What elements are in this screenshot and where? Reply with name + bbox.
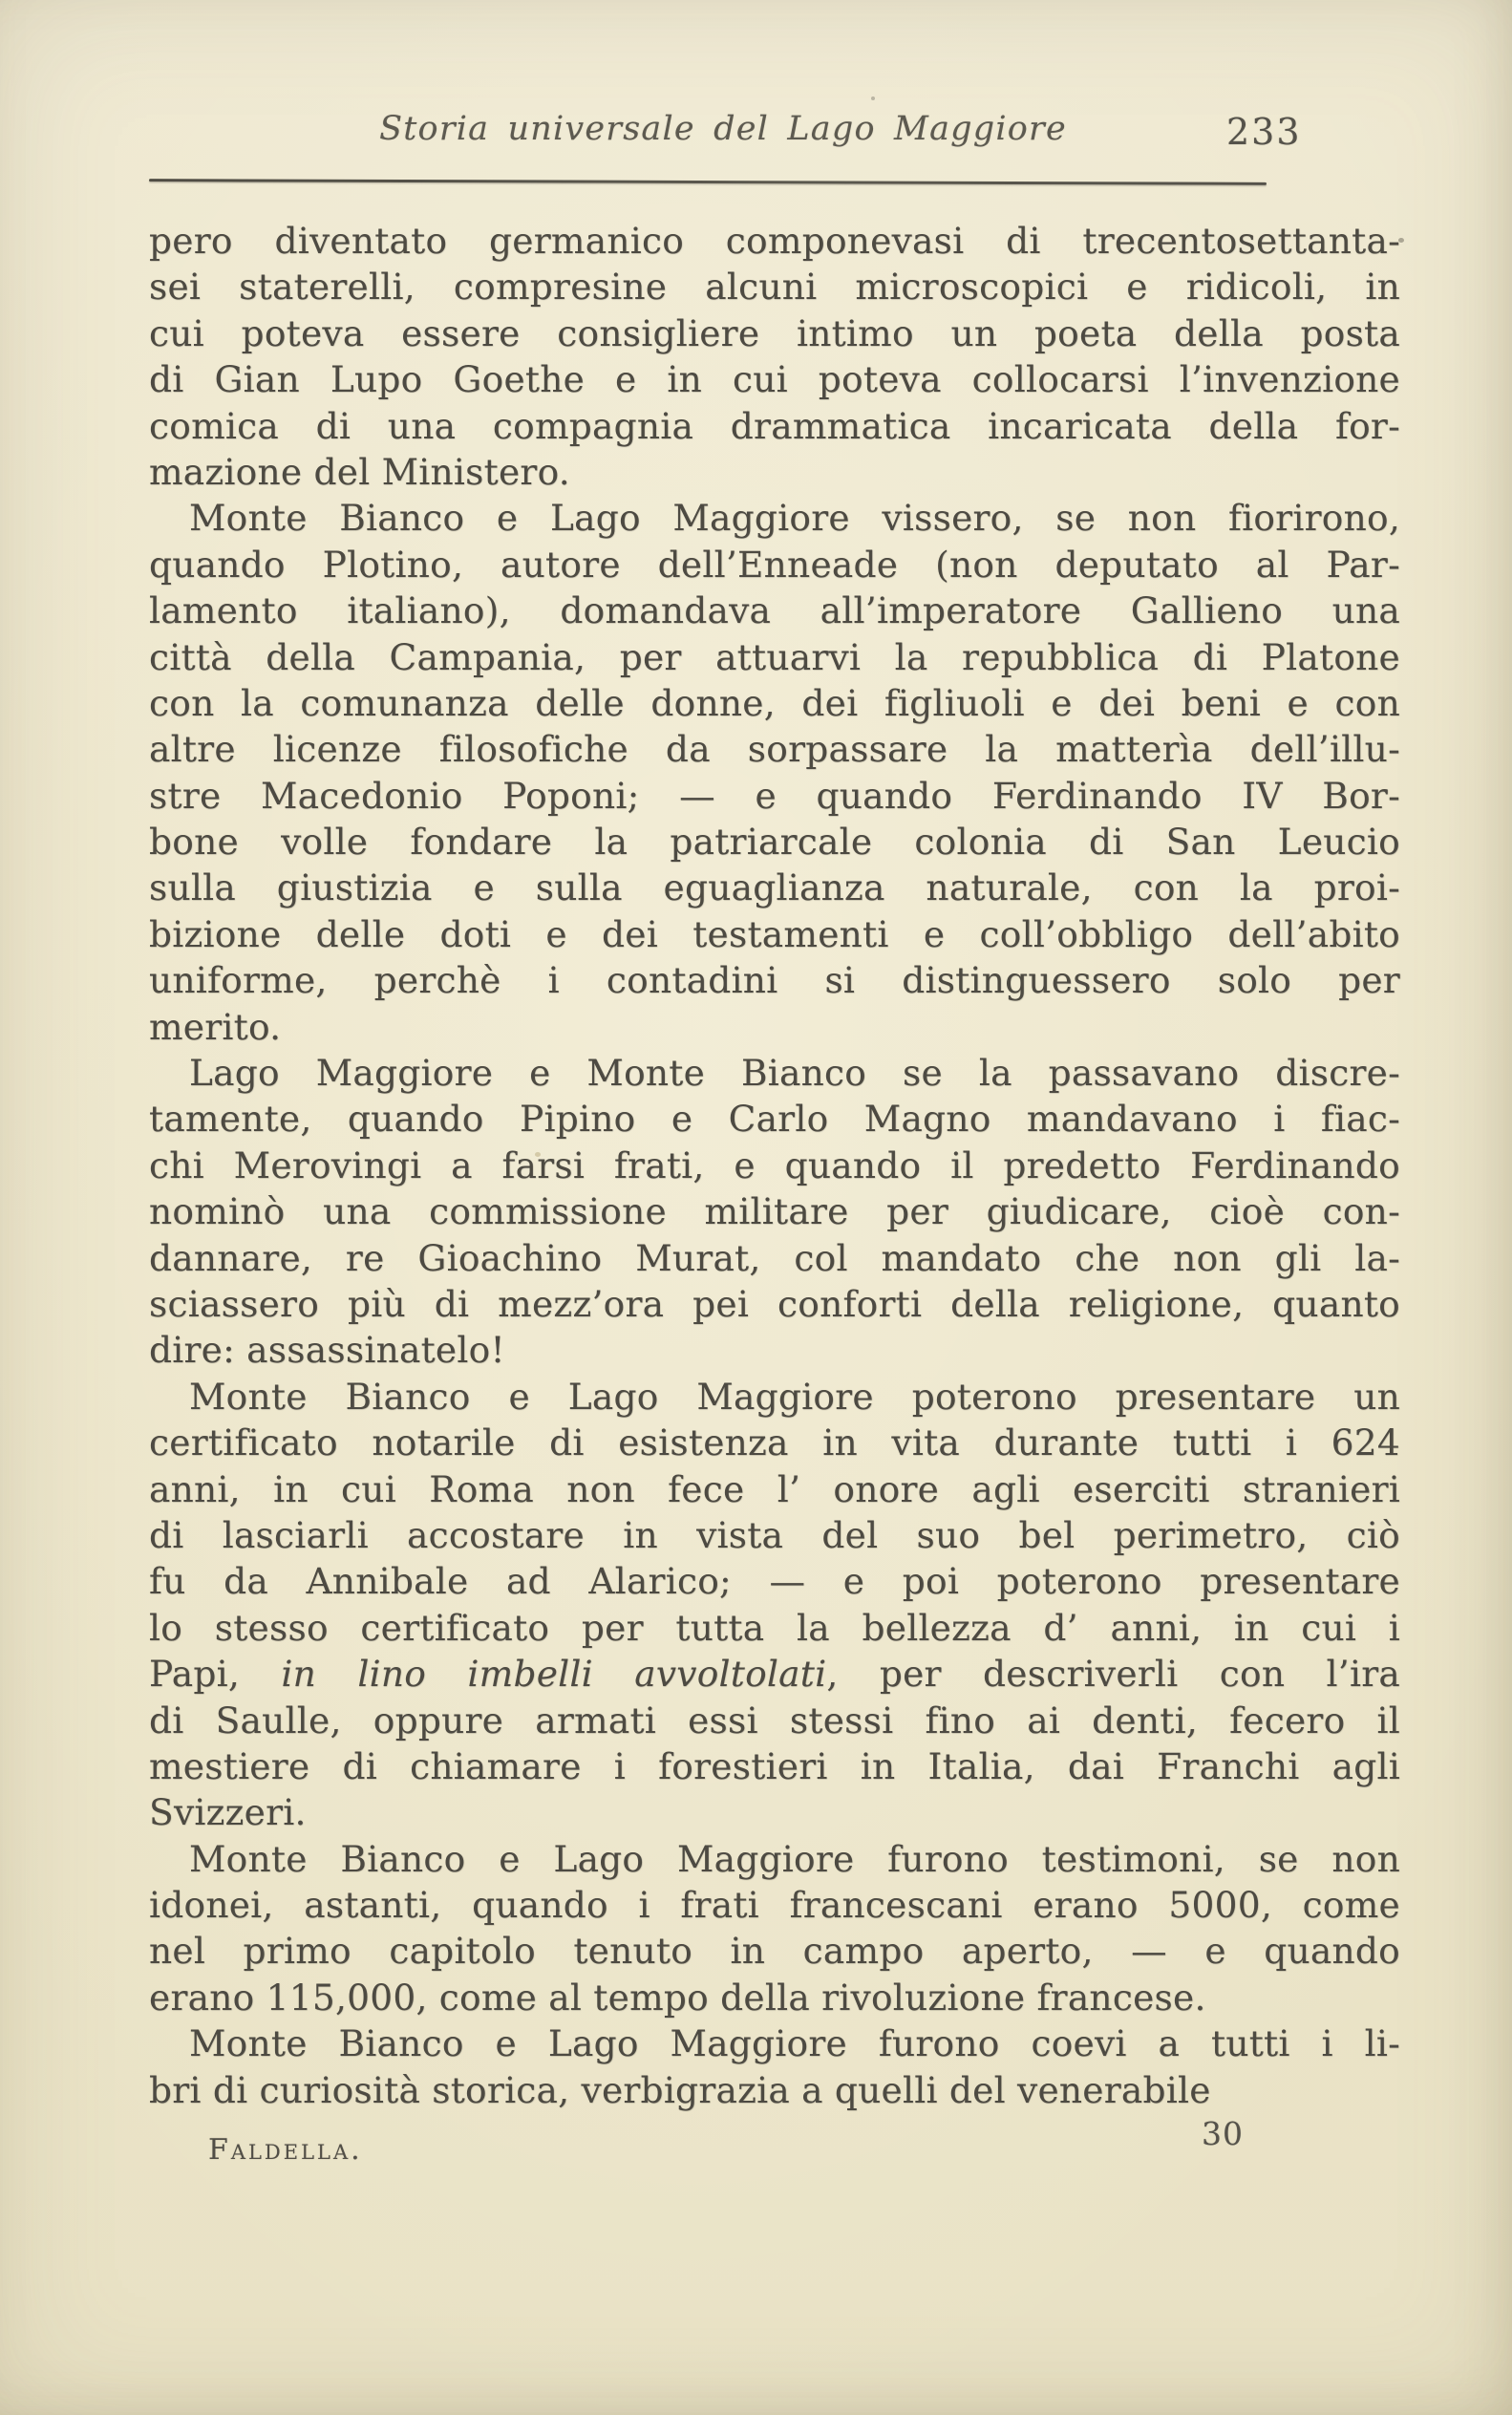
text-segment: lamento italiano), domandava all’imperatore Gallieno una	[149, 589, 1400, 632]
text-segment: Lago Maggiore e Monte Bianco se la passavano discre-	[189, 1052, 1400, 1095]
footer-author: Faldella.	[208, 2133, 363, 2167]
text-line	[149, 403, 1400, 449]
text-line	[149, 1374, 1400, 1420]
text-line	[149, 634, 1400, 680]
page-number: 233	[1226, 111, 1302, 153]
text-line	[149, 1928, 1400, 1974]
text-line	[149, 726, 1400, 772]
text-line	[149, 356, 1400, 402]
text-segment: pero diventato germanico componevasi di trecentosettanta-	[149, 220, 1400, 262]
text-segment: sei staterelli, compresine alcuni microscopici e ridicoli, in	[149, 266, 1400, 309]
text-segment: chi Merovingi a farsi frati, e quando il predetto Ferdinando	[149, 1143, 1400, 1186]
text-line	[149, 542, 1400, 588]
text-segment: , per descriverli con l’ira	[826, 1653, 1400, 1696]
text-segment: di Gian Lupo Goethe e in cui poteva collocarsi l’invenzione	[149, 358, 1400, 401]
running-title: Storia universale del Lago Maggiore	[379, 110, 1067, 148]
text-segment: sciassero più di mezz’ora pei conforti della religione, quanto	[149, 1282, 1400, 1325]
text-segment: bone volle fondare la patriarcale colonia di San Leucio	[149, 821, 1400, 864]
text-line	[149, 1281, 1400, 1327]
page-signature: 30	[1202, 2115, 1244, 2152]
text-line	[149, 495, 1400, 541]
text-line	[149, 1975, 1400, 2020]
text-segment: tamente, quando Pipino e Carlo Magno mandavano i fiac-	[149, 1098, 1400, 1141]
text-line	[149, 2020, 1400, 2066]
text-segment: quando Plotino, autore dell’Enneade (non deputato al Par-	[149, 543, 1400, 586]
text-line	[149, 1743, 1400, 1789]
text-line	[149, 773, 1400, 819]
text-line	[149, 957, 1400, 1003]
text-line	[149, 1512, 1400, 1558]
text-segment: di lasciarli accostare in vista del suo bel perimetro, ciò	[149, 1513, 1400, 1556]
text-line	[149, 1789, 1400, 1835]
text-line	[149, 1605, 1400, 1651]
text-segment: comica di una compagnia drammatica incaricata della for-	[149, 404, 1400, 447]
text-segment: Monte Bianco e Lago Maggiore furono testimoni, se non	[189, 1837, 1400, 1880]
text-segment: mestiere di chiamare i forestieri in Italia, dai Franchi agli	[149, 1744, 1400, 1787]
italic-phrase: in lino imbelli avvoltolati	[281, 1653, 827, 1696]
text-segment: Papi,	[149, 1653, 282, 1696]
text-line	[149, 680, 1400, 726]
text-segment: di Saulle, oppure armati essi stessi fino ai denti, fecero il	[149, 1699, 1400, 1742]
text-line	[149, 449, 1400, 495]
text-segment: dannare, re Gioachino Murat, col mandato che non gli la-	[149, 1236, 1400, 1279]
text-line	[149, 1836, 1400, 1882]
text-line	[149, 1050, 1400, 1096]
text-segment: fu da Annibale ad Alarico; — e poi poterono presentare	[149, 1560, 1400, 1603]
text-segment: anni, in cui Roma non fece l’ onore agli eserciti stranieri	[149, 1467, 1400, 1510]
text-line	[149, 264, 1400, 310]
text-line	[149, 1327, 1400, 1373]
text-line	[149, 218, 1400, 264]
text-line	[149, 1420, 1400, 1465]
text-segment: erano 115,000, come al tempo della rivoluzione francese.	[149, 1976, 1206, 2019]
text-line	[149, 1188, 1400, 1234]
text-line	[149, 1651, 1400, 1697]
text-line	[149, 1558, 1400, 1604]
text-segment: bri di curiosità storica, verbigrazia a quelli del venerabile	[149, 2068, 1211, 2111]
text-segment: idonei, astanti, quando i frati francescani erano 5000, come	[149, 1884, 1400, 1927]
text-segment: stre Macedonio Poponi; — e quando Ferdinando IV Bor-	[149, 774, 1400, 817]
text-line	[149, 911, 1400, 957]
text-segment: merito.	[149, 1005, 282, 1048]
text-segment: lo stesso certificato per tutta la bellezza d’ anni, in cui i	[149, 1606, 1400, 1649]
text-segment: bizione delle doti e dei testamenti e coll’obbligo dell’abito	[149, 912, 1400, 955]
text-segment: Monte Bianco e Lago Maggiore vissero, se non fiorirono,	[189, 497, 1400, 540]
text-segment: uniforme, perchè i contadini si distinguessero solo per	[149, 959, 1400, 1002]
text-segment: altre licenze filosofiche da sorpassare la matterìa dell’illu-	[149, 728, 1400, 771]
text-segment: dire: assassinatelo!	[149, 1329, 505, 1372]
header-rule	[149, 179, 1267, 185]
text-segment: nel primo capitolo tenuto in campo aperto, — e quando	[149, 1930, 1400, 1973]
text-line	[149, 1466, 1400, 1512]
text-line	[149, 1235, 1400, 1281]
body-text	[149, 218, 1400, 2113]
text-segment: con la comunanza delle donne, dei figliuoli e dei beni e con	[149, 681, 1400, 724]
text-segment: città della Campania, per attuarvi la repubblica di Platone	[149, 635, 1400, 678]
text-segment: mazione del Ministero.	[149, 450, 570, 493]
text-segment: Monte Bianco e Lago Maggiore poterono presentare un	[189, 1375, 1400, 1418]
text-line	[149, 310, 1400, 356]
text-line	[149, 1004, 1400, 1050]
text-line	[149, 1882, 1400, 1928]
text-line	[149, 865, 1400, 910]
text-segment: Svizzeri.	[149, 1791, 307, 1834]
text-line	[149, 2067, 1400, 2113]
text-line	[149, 1698, 1400, 1743]
text-line	[149, 588, 1400, 633]
text-line	[149, 1096, 1400, 1142]
text-segment: cui poteva essere consigliere intimo un poeta della posta	[149, 311, 1400, 354]
text-segment: Monte Bianco e Lago Maggiore furono coevi a tutti i li-	[189, 2022, 1400, 2065]
text-line	[149, 819, 1400, 865]
paper-speck	[871, 96, 875, 100]
text-segment: sulla giustizia e sulla eguaglianza naturale, con la proi-	[149, 866, 1400, 909]
text-segment: certificato notarile di esistenza in vita durante tutti i 624	[149, 1421, 1400, 1464]
text-line	[149, 1143, 1400, 1188]
text-segment: nominò una commissione militare per giudicare, cioè con-	[149, 1190, 1400, 1233]
